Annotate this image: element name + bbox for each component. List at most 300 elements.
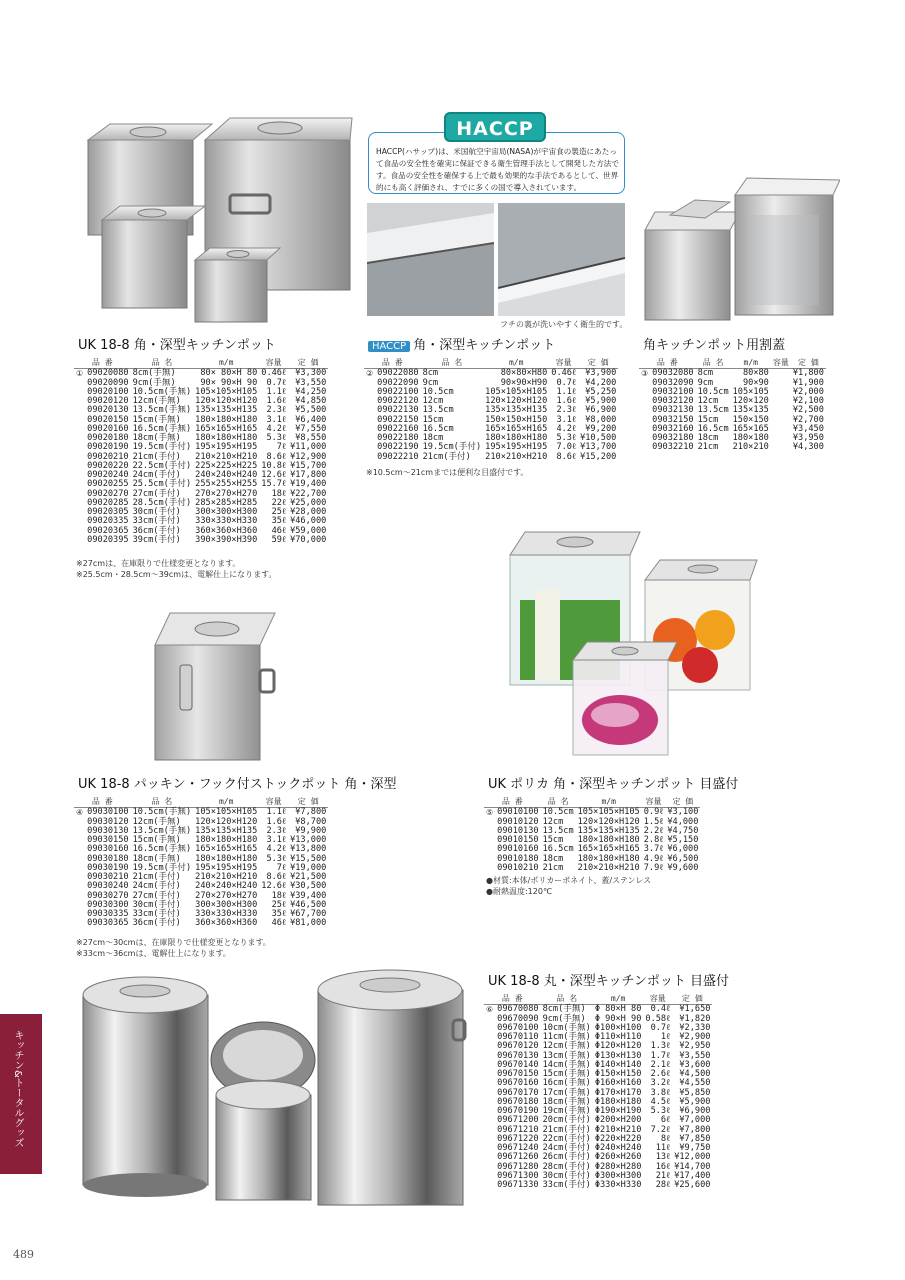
section-marker: ② [366, 369, 374, 379]
cell-name: 15cm(手無) [542, 1069, 591, 1079]
section-marker: ① [76, 369, 84, 379]
cell-size: 165×165×H165 [485, 423, 548, 434]
cell-capacity: 59ℓ [271, 534, 287, 545]
cell-capacity: 6ℓ [660, 1115, 671, 1126]
section-marker [74, 536, 85, 545]
cell-code: 09671240 [497, 1143, 539, 1153]
cell-price: ¥5,900 [679, 1096, 711, 1107]
cell-name: 8cm [697, 368, 714, 379]
cell-code: 09030365 [87, 918, 129, 929]
cell-code: 09670130 [497, 1050, 539, 1061]
section-marker [364, 406, 375, 415]
cell-price: ¥46,000 [290, 516, 327, 527]
table-header-row [484, 994, 712, 1005]
cell-capacity: 5.3ℓ [266, 853, 287, 864]
cell-capacity [771, 388, 791, 397]
cell-capacity: 2.3ℓ [266, 405, 287, 416]
header-capacity: 容量 [555, 358, 572, 367]
cell-size: 105×105×H105 [577, 807, 640, 818]
cell-capacity: 3.1ℓ [556, 414, 577, 425]
cell-price: ¥15,200 [580, 451, 617, 462]
section-marker [484, 1181, 495, 1190]
cell-capacity: 0.46ℓ [551, 368, 577, 379]
section-marker [484, 1015, 495, 1024]
section-marker [364, 434, 375, 443]
cell-capacity: 8ℓ [660, 1133, 671, 1144]
cell-capacity: 1.6ℓ [266, 816, 287, 827]
header-price: 定 価 [297, 358, 319, 367]
cell-name: 17cm(手無) [542, 1087, 591, 1098]
cell-price: ¥3,600 [679, 1059, 711, 1070]
cell-capacity: 3.1ℓ [266, 835, 287, 845]
cell-size: 210×210 [732, 442, 769, 453]
cell-name: 33cm(手付) [542, 1180, 591, 1190]
section-2-spec-table [364, 358, 618, 462]
cell-price: ¥7,800 [679, 1124, 711, 1135]
cell-size: Φ150×H150 [594, 1069, 642, 1079]
split-lid-pots-photo [635, 160, 840, 330]
cell-code: 09671200 [497, 1115, 539, 1126]
cell-name: 19cm(手無) [542, 1106, 591, 1116]
section-marker [484, 1079, 495, 1088]
cell-size: 90×90 [742, 377, 769, 388]
cell-name: 19.5cm(手付) [132, 862, 192, 873]
cell-price: ¥9,900 [295, 825, 327, 836]
side-label-jp: キッチン&トータルグッズ [12, 1030, 23, 1148]
section-5-note-1: ●材質:本体/ポリカーボネイト、蓋/ステンレス [486, 876, 652, 885]
cell-size: 195×195×H195 [485, 442, 548, 453]
cell-capacity [771, 369, 791, 379]
cell-size: 330×330×H330 [195, 516, 258, 527]
cell-size: 165×165×H165 [195, 423, 258, 434]
cell-price: ¥25,600 [674, 1180, 711, 1190]
cell-size: 180×180×H180 [195, 835, 258, 845]
table-row [364, 453, 618, 462]
section-marker [484, 1116, 495, 1125]
section-marker [74, 919, 85, 928]
cell-code: 09670090 [497, 1013, 539, 1024]
cell-code: 09030120 [87, 816, 129, 827]
section-marker [74, 836, 85, 845]
cell-name: 21cm(手付) [132, 872, 181, 882]
section-marker [364, 453, 375, 462]
cell-capacity: 0.9ℓ [643, 807, 664, 818]
cell-capacity: 7ℓ [276, 442, 287, 453]
cell-name: 13.5cm(手無) [132, 405, 192, 416]
section-5-note-2: ●耐熱温度:120℃ [486, 887, 552, 896]
cell-code: 09670180 [497, 1096, 539, 1107]
header-size: m/m [508, 358, 524, 367]
cell-code: 09020285 [87, 497, 129, 508]
cell-size: Φ110×H110 [594, 1032, 642, 1042]
section-marker [484, 845, 495, 854]
cell-code: 09032100 [652, 386, 694, 397]
cell-name: 14cm(手無) [542, 1059, 591, 1070]
cell-code: 09670140 [497, 1059, 539, 1070]
cell-size: 135×135×H135 [195, 405, 258, 416]
cell-capacity: 3.1ℓ [266, 414, 287, 425]
cell-name: 36cm(手付) [132, 918, 181, 929]
cell-code: 09670160 [497, 1078, 539, 1089]
cell-name: 24cm(手付) [132, 470, 181, 480]
cell-name: 18cm(手無) [132, 853, 181, 864]
cell-name: 30cm(手付) [542, 1170, 591, 1181]
cell-capacity: 15.7ℓ [261, 479, 287, 490]
cell-code: 09020160 [87, 423, 129, 434]
cell-capacity: 1.1ℓ [556, 386, 577, 397]
section-marker [484, 1126, 495, 1135]
cell-price: ¥25,000 [290, 497, 327, 508]
cell-capacity: 4.5ℓ [650, 1096, 671, 1107]
cell-capacity: 1.3ℓ [650, 1041, 671, 1052]
cell-price: ¥11,000 [290, 442, 327, 453]
section-marker [364, 379, 375, 388]
cell-name: 12cm(手無) [542, 1041, 591, 1052]
cell-code: 09030190 [87, 862, 129, 873]
header-code: 品 番 [501, 797, 523, 806]
section-marker: ③ [641, 369, 649, 379]
cell-price: ¥5,250 [585, 386, 617, 397]
cell-size: Φ120×H120 [594, 1041, 642, 1052]
cell-capacity: 5.3ℓ [650, 1106, 671, 1116]
cell-price: ¥2,950 [679, 1041, 711, 1052]
rim-closeup-photo-1 [367, 203, 494, 316]
cell-capacity: 2.1ℓ [650, 1059, 671, 1070]
cell-code: 09020335 [87, 516, 129, 527]
cell-code: 09022180 [377, 433, 419, 443]
cell-capacity: 46ℓ [271, 525, 287, 536]
cell-capacity: 0.46ℓ [261, 368, 287, 379]
cell-capacity: 2.3ℓ [266, 825, 287, 836]
section-marker [484, 1098, 495, 1107]
cell-name: 15cm [697, 414, 719, 425]
cell-code: 09020365 [87, 525, 129, 536]
section-marker [484, 1033, 495, 1042]
cell-size: 120×120 [732, 396, 769, 406]
cell-code: 09670150 [497, 1069, 539, 1079]
cell-name: 21cm(手付) [542, 1124, 591, 1135]
cell-code: 09022150 [377, 414, 419, 425]
cell-price: ¥22,700 [290, 488, 327, 499]
cell-size: Φ130×H130 [594, 1050, 642, 1061]
section-marker [74, 882, 85, 891]
cell-price: ¥4,200 [585, 377, 617, 388]
cell-capacity: 12.6ℓ [261, 881, 287, 892]
cell-capacity: 1.6ℓ [266, 396, 287, 406]
cell-code: 09670110 [497, 1032, 539, 1042]
cell-size: Φ180×H180 [594, 1096, 642, 1107]
cell-capacity: 1.1ℓ [266, 386, 287, 397]
cell-size: 210×210×H210 [485, 451, 548, 462]
cell-price: ¥17,400 [674, 1170, 711, 1181]
section-5-spec-table [484, 797, 700, 873]
header-name: 品 名 [547, 797, 569, 806]
cell-capacity: 46ℓ [271, 918, 287, 929]
cell-code: 09032150 [652, 414, 694, 425]
cell-price: ¥6,500 [667, 853, 699, 864]
cell-name: 30cm(手付) [132, 899, 181, 910]
section-marker [484, 1061, 495, 1070]
section-marker [639, 425, 650, 434]
cell-capacity: 4.2ℓ [556, 423, 577, 434]
section-4-note-2: ※33cm〜36cmは、電解仕上になります。 [76, 949, 231, 958]
cell-code: 09671220 [497, 1133, 539, 1144]
table-row [484, 864, 700, 873]
cell-name: 15cm(手無) [132, 414, 181, 425]
cell-price: ¥15,700 [290, 460, 327, 471]
section-marker [484, 1163, 495, 1172]
cell-size: 80×80×H80 [500, 368, 548, 379]
cell-code: 09022160 [377, 423, 419, 434]
cell-price: ¥7,800 [295, 807, 327, 818]
cell-size: 240×240×H240 [195, 470, 258, 480]
cell-capacity: 3.8ℓ [650, 1087, 671, 1098]
section-marker [364, 388, 375, 397]
cell-size: 105×105 [732, 386, 769, 397]
cell-capacity: 1ℓ [660, 1032, 671, 1042]
cell-size: Φ200×H200 [594, 1115, 642, 1126]
cell-price: ¥39,400 [290, 890, 327, 901]
header-code: 品 番 [91, 358, 113, 367]
cell-price: ¥9,750 [679, 1143, 711, 1153]
cell-capacity: 25ℓ [271, 899, 287, 910]
cell-price: ¥3,900 [585, 368, 617, 379]
cell-code: 09671300 [497, 1170, 539, 1181]
section-marker [74, 397, 85, 406]
cell-capacity: 7.0ℓ [556, 442, 577, 453]
cell-code: 09030150 [87, 835, 129, 845]
cell-name: 24cm(手付) [132, 881, 181, 892]
cell-capacity [771, 397, 791, 406]
section-5-notes [486, 875, 651, 897]
haccp-description: HACCP(ハサップ)は、米国航空宇宙局(NASA)が宇宙食の製造にあたって食品の安全性を確実に保証できる衛生管理手法として開発した方法です。食品の安全性を確保する上で最も効果的な手法であるとして、世界的にも高く評価され、すでに多くの国で導入されています。 [376, 147, 619, 192]
cell-capacity: 1.6ℓ [556, 396, 577, 406]
section-4-note-1: ※27cm〜30cmは、在庫限りで仕様変更となります。 [76, 938, 271, 947]
section-marker [639, 406, 650, 415]
section-marker [484, 836, 495, 845]
header-size: m/m [743, 358, 758, 367]
cell-price: ¥14,700 [674, 1161, 711, 1172]
cell-price: ¥3,450 [792, 423, 824, 434]
cell-capacity: 35ℓ [271, 516, 287, 527]
section-marker [74, 508, 85, 517]
cell-capacity: 1.5ℓ [643, 816, 664, 827]
cell-capacity: 0.4ℓ [650, 1004, 671, 1015]
cell-name: 16.5cm(手無) [132, 844, 192, 855]
cell-price: ¥13,800 [290, 844, 327, 855]
cell-price: ¥59,000 [290, 525, 327, 536]
header-price: 定 価 [672, 797, 694, 806]
cell-size: 270×270×H270 [195, 890, 258, 901]
cell-name: 36cm(手付) [132, 525, 181, 536]
cell-capacity: 12.6ℓ [261, 470, 287, 480]
cell-name: 8cm [422, 368, 439, 379]
cell-capacity: 13ℓ [655, 1152, 671, 1163]
cell-code: 09032120 [652, 396, 694, 406]
section-marker [639, 388, 650, 397]
cell-name: 18cm [542, 853, 564, 864]
cell-code: 09020100 [87, 386, 129, 397]
cell-name: 10.5cm [422, 386, 454, 397]
cell-code: 09020210 [87, 451, 129, 462]
section-2-note-1: ※10.5cm〜21cmまでは便利な目盛付です。 [366, 468, 529, 477]
cell-name: 9cm [697, 377, 714, 388]
cell-name: 12cm [697, 396, 719, 406]
cell-size: Φ 90×H 90 [594, 1013, 642, 1024]
cell-size: 90× 90×H 90 [200, 377, 258, 388]
cell-name: 18cm [697, 433, 719, 443]
cell-price: ¥4,850 [295, 396, 327, 406]
cell-name: 33cm(手付) [132, 516, 181, 527]
section-marker: ④ [76, 808, 84, 818]
side-label-en: KITCHEN&TOTAL GOODS [28, 1030, 39, 1167]
cell-capacity [771, 379, 791, 388]
cell-size: 180×180×H180 [195, 433, 258, 443]
cell-size: 255×255×H255 [195, 479, 258, 490]
cell-code: 09032180 [652, 433, 694, 443]
cell-price: ¥13,000 [290, 835, 327, 845]
section-marker [639, 434, 650, 443]
section-marker [484, 1042, 495, 1051]
section-marker [484, 1052, 495, 1061]
cell-code: 09020220 [87, 460, 129, 471]
cell-code: 09010210 [497, 862, 539, 873]
header-code: 品 番 [501, 994, 523, 1003]
section-marker: ⑥ [486, 1005, 494, 1015]
cell-size: 195×195×H195 [195, 442, 258, 453]
cell-size: 300×300×H300 [195, 507, 258, 517]
cell-name: 28cm(手付) [542, 1161, 591, 1172]
section-1-notes [76, 558, 276, 580]
cell-name: 10.5cm [697, 386, 729, 397]
section-marker [74, 416, 85, 425]
cell-capacity: 18ℓ [271, 890, 287, 901]
cell-code: 09022080 [377, 368, 419, 379]
cell-capacity: 1.1ℓ [266, 807, 287, 818]
cell-size: 150×150 [732, 414, 769, 425]
cell-name: 27cm(手付) [132, 488, 181, 499]
cell-name: 10.5cm [542, 807, 574, 818]
cell-size: 135×135 [732, 405, 769, 416]
haccp-caption: フチの裏が洗いやすく衛生的です。 [500, 320, 628, 329]
section-marker [364, 397, 375, 406]
cell-code: 09022130 [377, 405, 419, 416]
header-price: 定 価 [681, 994, 703, 1003]
cell-name: 19.5cm(手付) [422, 442, 482, 453]
header-code: 品 番 [656, 358, 678, 367]
cell-name: 12cm [422, 396, 444, 406]
cell-name: 21cm(手付) [132, 451, 181, 462]
section-marker [74, 443, 85, 452]
cell-size: 300×300×H300 [195, 899, 258, 910]
cell-size: 210×210×H210 [195, 872, 258, 882]
cell-name: 15cm [542, 835, 564, 845]
cell-price: ¥2,100 [792, 396, 824, 406]
cell-name: 28.5cm(手付) [132, 497, 192, 508]
cell-code: 09671210 [497, 1124, 539, 1135]
cell-name: 21cm [542, 862, 564, 873]
cell-price: ¥6,900 [585, 405, 617, 416]
cell-name: 13.5cm [697, 405, 729, 416]
cell-size: Φ330×H330 [594, 1180, 642, 1190]
cell-code: 09670080 [497, 1004, 539, 1015]
section-marker [484, 1153, 495, 1162]
cell-code: 09030240 [87, 881, 129, 892]
cell-code: 09030270 [87, 890, 129, 901]
cell-capacity: 2.2ℓ [643, 825, 664, 836]
cell-capacity: 2.3ℓ [556, 405, 577, 416]
header-price: 定 価 [797, 358, 819, 367]
cell-capacity: 5.3ℓ [556, 433, 577, 443]
cell-price: ¥9,200 [585, 423, 617, 434]
section-marker [484, 864, 495, 873]
cell-price: ¥8,000 [585, 414, 617, 425]
section-marker [74, 892, 85, 901]
cell-code: 09010120 [497, 816, 539, 827]
cell-price: ¥5,850 [679, 1087, 711, 1098]
cell-price: ¥81,000 [290, 918, 327, 929]
cell-name: 39cm(手付) [132, 534, 181, 545]
cell-price: ¥6,000 [667, 844, 699, 855]
section-marker [484, 1172, 495, 1181]
cell-capacity: 0.58ℓ [645, 1013, 671, 1024]
section-3-spec-table [639, 358, 826, 453]
cell-name: 10.5cm(手無) [132, 807, 192, 818]
cell-code: 09032090 [652, 377, 694, 388]
cell-code: 09022090 [377, 377, 419, 388]
cell-price: ¥9,600 [667, 862, 699, 873]
cell-price: ¥3,300 [295, 368, 327, 379]
cell-code: 09030100 [87, 807, 129, 818]
cell-code: 09020190 [87, 442, 129, 453]
cell-name: 10.5cm(手無) [132, 386, 192, 397]
section-marker [74, 910, 85, 919]
section-4-spec-table [74, 797, 328, 929]
cell-capacity: 3.2ℓ [650, 1078, 671, 1089]
cell-price: ¥10,500 [580, 433, 617, 443]
cell-price: ¥3,950 [792, 433, 824, 443]
cell-price: ¥1,800 [792, 368, 824, 379]
cell-price: ¥19,000 [290, 862, 327, 873]
cell-price: ¥28,000 [290, 507, 327, 517]
header-price: 定 価 [587, 358, 609, 367]
cell-name: 21cm(手付) [422, 451, 471, 462]
cell-size: Φ240×H240 [594, 1143, 642, 1153]
cell-code: 09010100 [497, 807, 539, 818]
section-marker [74, 527, 85, 536]
cell-name: 21cm [697, 442, 719, 453]
cell-code: 09670170 [497, 1087, 539, 1098]
cell-size: 210×210×H210 [195, 451, 258, 462]
cell-code: 09670120 [497, 1041, 539, 1052]
cell-capacity: 1.7ℓ [650, 1050, 671, 1061]
cell-size: 360×360×H360 [195, 918, 258, 929]
section-marker [74, 499, 85, 508]
table-header-row [484, 797, 700, 808]
cell-name: 18cm [422, 433, 444, 443]
cell-capacity: 8.6ℓ [556, 451, 577, 462]
cell-price: ¥30,500 [290, 881, 327, 892]
cell-price: ¥7,550 [295, 423, 327, 434]
cell-name: 10cm(手無) [542, 1022, 591, 1033]
cell-name: 15cm(手無) [132, 835, 181, 845]
cell-name: 9cm(手無) [542, 1013, 586, 1024]
haccp-logo: HACCP [444, 112, 546, 142]
header-name: 品 名 [151, 797, 173, 806]
cell-price: ¥5,900 [585, 396, 617, 406]
section-2-title-text: 角・深型キッチンポット [413, 338, 556, 353]
round-pots-photo [78, 965, 470, 1215]
